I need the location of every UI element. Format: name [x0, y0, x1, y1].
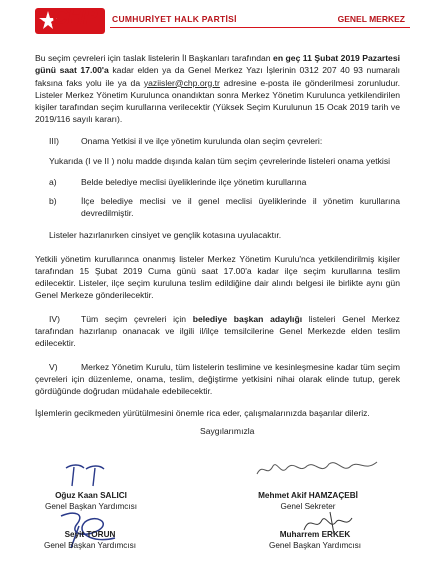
signature-erkek-mark [300, 508, 360, 538]
signature-torun: Seyit TORUN Genel Başkan Yardımcısı [43, 530, 137, 550]
signature-torun-mark [55, 508, 125, 550]
header-rule [110, 27, 410, 28]
letter-body [35, 52, 400, 446]
section-v: V) Merkez Yönetim Kurulu, tüm listelerin teslimine ve kesinleşmesine kadar tüm seçim çevreleri için düzenleme, onama, teslim, değiştirme yetkisini nihai olarak elinde tutup, gerek gördüğünde doğrudan müdahale edebilecektir. [35, 361, 400, 397]
signature-salici: Oğuz Kaan SALICI Genel Başkan Yardımcısı [44, 491, 138, 511]
party-name: CUMHURİYET HALK PARTİSİ [112, 14, 237, 24]
section-iii-text: Yukarıda (I ve II ) nolu madde dışında kalan tüm seçim çevrelerinde listeleri onama yetkisi [49, 156, 391, 167]
letterhead [0, 0, 435, 42]
signature-salici-mark [62, 462, 112, 488]
signature-erkek: Muharrem ERKEK Genel Başkan Yardımcısı [268, 530, 362, 550]
section-iii-heading: III) Onama Yetkisi il ve ilçe yönetim kurulunda olan seçim çevreleri: [49, 135, 323, 146]
email-link[interactable]: yaziisler@chp.org.tr [143, 77, 220, 88]
quota-note: Listeler hazırlanırken cinsiyet ve gençlik kotasına uyulacaktır. [49, 230, 282, 241]
signature-hamzacebi-mark [255, 456, 380, 482]
salutation: Saygılarımızla [200, 425, 255, 436]
office-label: GENEL MERKEZ [337, 14, 405, 24]
section-iv: IV) Tüm seçim çevreleri için belediye başkan adaylığı listeleri Genel Merkez tarafından hazırlanıp onanacak ve ilgili il/ilçe temsilcilerine Genel Merkezde elden teslim edilecektir. [35, 313, 400, 349]
logo-text: CHP [52, 4, 97, 29]
closing-text: İşlemlerin gecikmeden yürütülmesini önemle rica eder, çalışmalarınızda başarılar dileriz. [35, 407, 370, 418]
paragraph-authorized: Yetkili yönetim kurullarınca onanmış listeler Merkez Yönetim Kurulu'nca yetkilendirilmiş kişiler tarafından 15 Şubat 2019 Cuma günü saat 17.00'a kadar ilçe seçim kurullarına teslim edilecektir. Listeler, ilçe seçim kuruluna teslim edildiğine dair alındı belgesi ile birlikte aynı gün Genel Merkeze gönderilecektir. [35, 253, 400, 301]
signature-hamzacebi: Mehmet Akif HAMZAÇEBİ Genel Sekreter [258, 491, 358, 511]
paragraph-deadline: Bu seçim çevreleri için taslak listelerin İl Başkanları tarafından en geç 11 Şubat 2019 Pazartesi günü saat 17.00'a kadar elden ya da Genel Merkez Yazı İşlerinin 0312 207 40 93 numaralı faksına faks yolu ile ya da yaziisler@chp.org.tr adresine e-posta ile gönderilmesi zorunludur. Listeler Merkez Yönetim Kurulunca onandıktan sonra Merkez Yönetim Kurulunca yetkilendirilen kişiler tarafından seçim kurullarına verilecektir (Yüksek Seçim Kurulunun 15 Ocak 2019 tarih ve 2019/116 sayılı kararı). [35, 53, 401, 125]
item-b: b) İlçe belediye meclisi ve il genel meclisi üyeliklerinde il yönetim kurullarına devredilmiştir. [49, 195, 400, 218]
item-a: a) Belde belediye meclisi üyeliklerinde ilçe yönetim kurullarına [49, 177, 307, 188]
